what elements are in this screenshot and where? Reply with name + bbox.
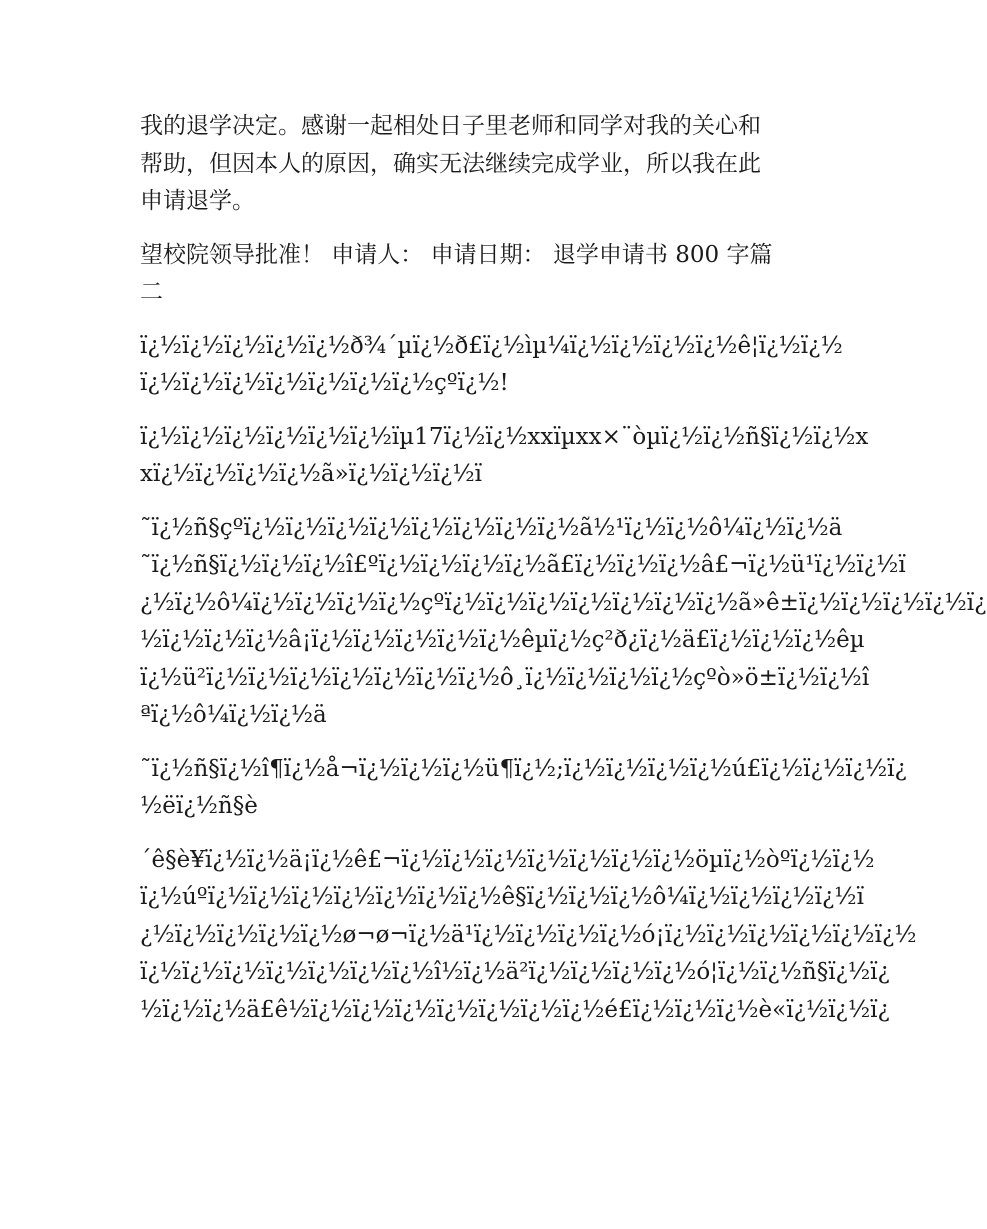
text-line: 望校院领导批准！ 申请人： 申请日期： 退学申请书 800 字篇 — [140, 241, 773, 268]
text-line: 我的退学决定。感谢一起相处日子里老师和同学对我的关心和 — [140, 113, 761, 139]
text-line: ¿½ï¿½ô¼ï¿½ï¿½ï¿½ï¿½çºï¿½ï¿½ï¿½ï¿½ï¿½ï¿½ï¿½ã»ê±ï¿½ï¿½ï¿½ï¿½ï¿ — [140, 589, 987, 616]
text-line: xï¿½ï¿½ï¿½ï¿½ã»ï¿½ï¿½ï¿½ï — [140, 461, 482, 487]
text-line: ˜ï¿½ñ§ï¿½î¶ï¿½å¬ï¿½ï¿½ï¿½ü¶ï¿½;ï¿½ï¿½ï¿½ï¿½ú£ï¿½ï¿½ï¿½ï¿ — [140, 755, 907, 782]
paragraph-garbled-3 — [140, 510, 987, 735]
text-line: ˜ï¿½ñ§çºï¿½ï¿½ï¿½ï¿½ï¿½ï¿½ï¿½ï¿½ã½¹ï¿½ï¿½ô¼ï¿½ï¿½ä — [140, 514, 843, 541]
paragraph-garbled-4 — [140, 751, 907, 826]
text-line: ï¿½ï¿½ï¿½ï¿½ï¿½ï¿½ï¿½çºï¿½! — [140, 370, 509, 396]
text-line: 二 — [140, 279, 163, 305]
text-line: ½ëï¿½ñ§è — [140, 793, 258, 819]
text-line: ¿½ï¿½ï¿½ï¿½ï¿½ø¬ø¬ï¿½ä¹ï¿½ï¿½ï¿½ï¿½ó¡ï¿½ï¿½ï¿½ï¿½ï¿½ï¿½ — [140, 921, 917, 948]
document-body — [140, 108, 987, 1045]
text-line: 帮助，但因本人的原因，确实无法继续完成学业，所以我在此 — [140, 150, 761, 177]
text-line: ½ï¿½ï¿½ï¿½â¡ï¿½ï¿½ï¿½ï¿½ï¿½êµï¿½ç²ð¿ï¿½ä£ï¿½ï¿½ï¿½êµ — [140, 627, 865, 653]
text-line: 申请退学。 — [140, 188, 255, 214]
text-line: ï¿½ï¿½ï¿½ï¿½ï¿½ï¿½ïµ17ï¿½ï¿½xxïµxx×¨òµï¿½ï¿½ñ§ï¿½ï¿½x — [140, 423, 869, 450]
text-line: ï¿½ï¿½ï¿½ï¿½ï¿½ï¿½ï¿½î½ï¿½ä²ï¿½ï¿½ï¿½ï¿½ó¦ï¿½ï¿½ñ§ï¿½ï¿ — [140, 959, 890, 985]
text-line: ï¿½ü²ï¿½ï¿½ï¿½ï¿½ï¿½ï¿½ï¿½ô¸ï¿½ï¿½ï¿½ï¿½çºò»ö±ï¿½ï¿½î — [140, 664, 870, 691]
paragraph-garbled-5 — [140, 842, 917, 1030]
paragraph-withdrawal-reason — [140, 108, 820, 221]
text-line: ªï¿½ô¼ï¿½ï¿½ä — [140, 702, 327, 728]
text-line: ï¿½ï¿½ï¿½ï¿½ï¿½ð¾´µï¿½ð£ï¿½ìµ¼ï¿½ï¿½ï¿½ï¿½ê¦ï¿½ï¿½ — [140, 332, 843, 359]
paragraph-signature-heading — [140, 237, 820, 312]
text-line: ˜ï¿½ñ§ï¿½ï¿½ï¿½î£ºï¿½ï¿½ï¿½ï¿½ã£ï¿½ï¿½ï¿½â£¬ï¿½ü¹ï¿½ï¿½ï — [140, 552, 906, 578]
paragraph-garbled-1 — [140, 328, 843, 403]
text-line: ´ê§è¥ï¿½ï¿½ä¡ï¿½ê£¬ï¿½ï¿½ï¿½ï¿½ï¿½ï¿½ï¿½öµï¿½òºï¿½ï¿½ — [140, 846, 875, 873]
text-line: ï¿½úºï¿½ï¿½ï¿½ï¿½ï¿½ï¿½ï¿½ê§ï¿½ï¿½ï¿½ô¼ï¿½ï¿½ï¿½ï¿½ï — [140, 884, 864, 910]
paragraph-garbled-2 — [140, 419, 869, 494]
text-line: ½ï¿½ï¿½ä£ê½ï¿½ï¿½ï¿½ï¿½ï¿½ï¿½ï¿½é£ï¿½ï¿½ï¿½è«ï¿½ï¿½ï¿ — [140, 996, 890, 1023]
